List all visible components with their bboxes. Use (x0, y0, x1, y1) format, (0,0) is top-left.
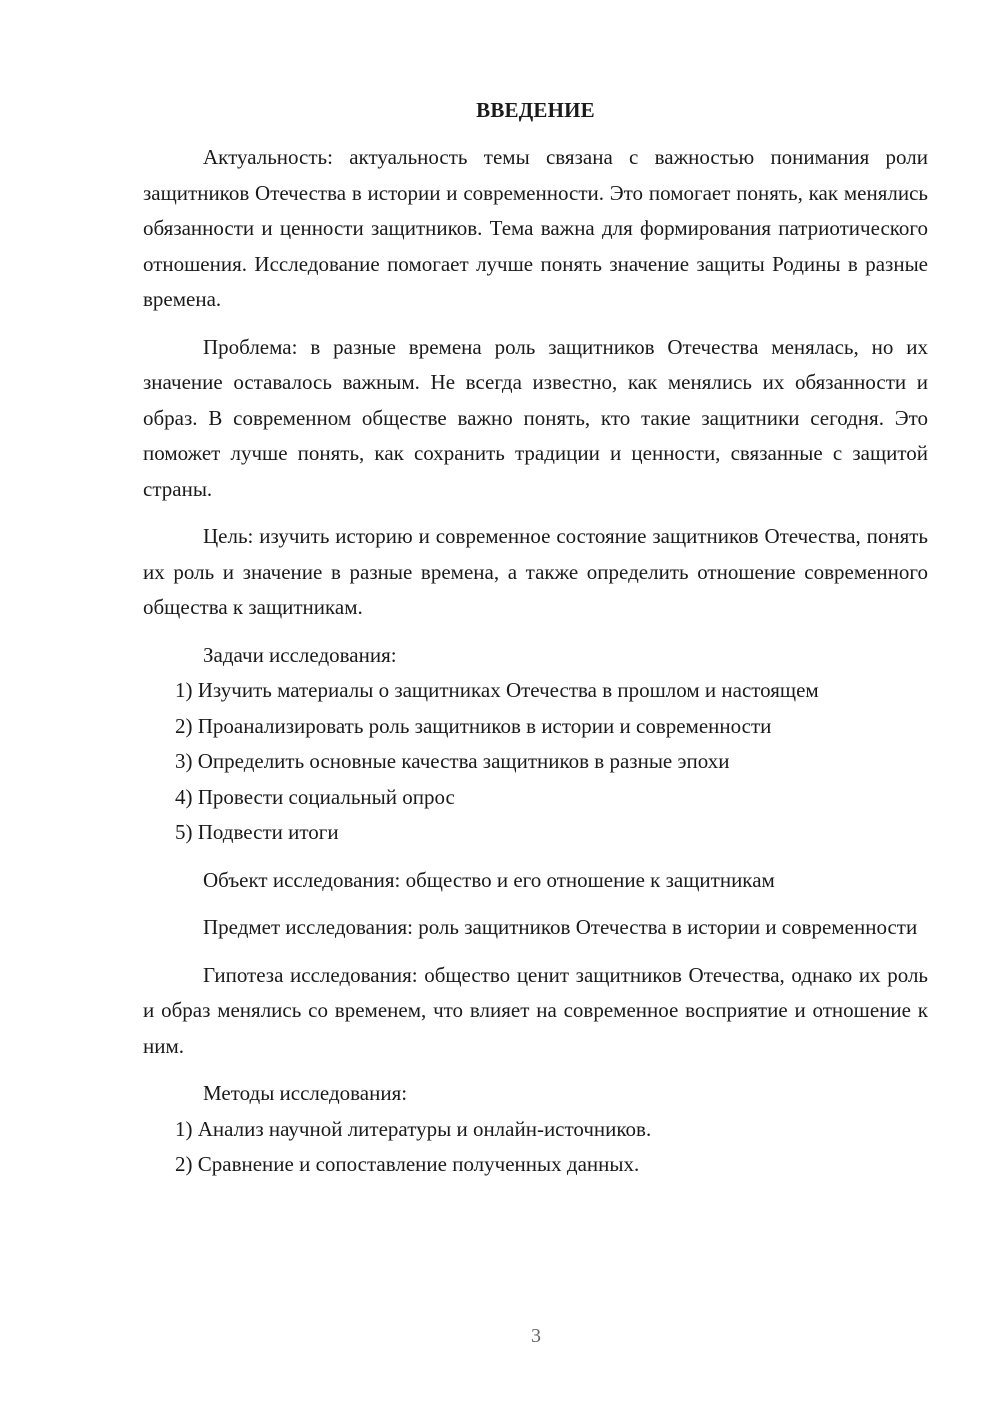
object-paragraph: Объект исследования: общество и его отношение к защитникам (203, 867, 775, 892)
task-item-5: 5) Подвести итоги (175, 820, 339, 844)
task-item-2: 2) Проанализировать роль защитников в истории и современности (175, 713, 772, 738)
relevance-paragraph: Актуальность: актуальность темы связана с важностью понимания роли защитников Отечества в истории и современности. Это помогает понять, как менялись обязанности и ценности защитников. Тема важна для формирования патриотического отношения. Исследование помогает лучше понять значение защиты Родины в разные времена. (143, 145, 928, 311)
task-item-3: 3) Определить основные качества защитников в разные эпохи (175, 749, 730, 773)
page-content (143, 94, 928, 1183)
problem-paragraph: Проблема: в разные времена роль защитников Отечества менялась, но их значение оставалось важным. Не всегда известно, как менялись их обязанности и образ. В современном обществе важно понять, кто такие защитники сегодня. Это поможет лучше понять, как сохранить традиции и ценности, связанные с защитой страны. (143, 334, 928, 501)
methods-heading: Методы исследования: (203, 1081, 408, 1105)
task-item-4: 4) Провести социальный опрос (175, 784, 455, 809)
tasks-heading: Задачи исследования: (203, 642, 397, 667)
method-item-2: 2) Сравнение и сопоставление полученных данных. (175, 1152, 640, 1176)
page-number: 3 (531, 1325, 541, 1347)
method-item-1: 1) Анализ научной литературы и онлайн-источников. (175, 1116, 652, 1141)
hypothesis-paragraph: Гипотеза исследования: общество ценит защитников Отечества, однако их роль и образ менялись со временем, что влияет на современное восприятие и отношение к ним. (143, 962, 928, 1058)
section-title: ВВЕДЕНИЕ (476, 98, 595, 122)
goal-paragraph: Цель: изучить историю и современное состояние защитников Отечества, понять их роль и значение в разные времена, а также определить отношение современного общества к защитникам. (143, 524, 928, 619)
task-item-1: 1) Изучить материалы о защитниках Отечества в прошлом и настоящем (175, 678, 819, 702)
subject-paragraph: Предмет исследования: роль защитников Отечества в истории и современности (203, 915, 918, 939)
